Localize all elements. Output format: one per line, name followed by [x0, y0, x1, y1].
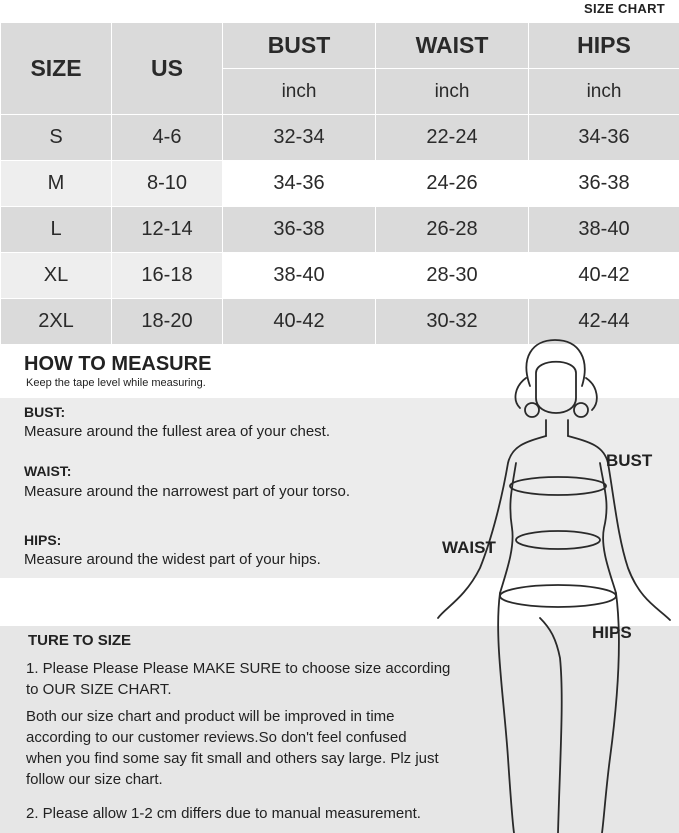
true-to-size-title: TURE TO SIZE: [28, 632, 132, 649]
figure-bust-label: BUST: [606, 451, 653, 470]
header-waist: WAIST: [376, 23, 529, 69]
size-table: [0, 22, 679, 345]
how-to-measure-title: HOW TO MEASURE: [24, 353, 212, 375]
cell-bust: 32-34: [223, 115, 376, 161]
body-figure-illustration: [420, 338, 679, 833]
cell-size: XL: [1, 253, 112, 299]
waist-instruction: Measure around the narrowest part of your torso.: [24, 483, 351, 500]
header-us: US: [112, 23, 223, 115]
note-1-line-1: 1. Please Please Please MAKE SURE to choose size according: [26, 660, 451, 677]
note-2-line-2: according to our customer reviews.So don't feel confused: [26, 729, 407, 746]
cell-waist: 24-26: [376, 161, 529, 207]
inner-leg: [540, 618, 562, 833]
table-header-row: [1, 23, 679, 69]
cell-size: L: [1, 207, 112, 253]
figure-hips-label: HIPS: [592, 623, 632, 642]
cell-us: 4-6: [112, 115, 223, 161]
cell-hips: 40-42: [529, 253, 679, 299]
unit-bust: inch: [223, 69, 376, 115]
cell-bust: 36-38: [223, 207, 376, 253]
cell-waist: 30-32: [376, 299, 529, 345]
note-2-line-4: follow our size chart.: [26, 771, 163, 788]
table-row: [1, 115, 679, 161]
cell-bust: 40-42: [223, 299, 376, 345]
left-leg: [498, 593, 514, 833]
cell-bust: 38-40: [223, 253, 376, 299]
cell-bust: 34-36: [223, 161, 376, 207]
how-to-measure-subtitle: Keep the tape level while measuring.: [26, 377, 206, 389]
cell-waist: 26-28: [376, 207, 529, 253]
cell-waist: 28-30: [376, 253, 529, 299]
header-hips: HIPS: [529, 23, 679, 69]
table-row: [1, 161, 679, 207]
note-1-line-2: to OUR SIZE CHART.: [26, 681, 172, 698]
cell-us: 12-14: [112, 207, 223, 253]
right-earring: [574, 403, 588, 417]
bust-instruction: Measure around the fullest area of your chest.: [24, 423, 331, 440]
cell-size: M: [1, 161, 112, 207]
left-earring: [525, 403, 539, 417]
cell-hips: 36-38: [529, 161, 679, 207]
header-bust: BUST: [223, 23, 376, 69]
waist-label: WAIST:: [24, 463, 72, 479]
left-arm: [438, 436, 546, 618]
size-chart-title: SIZE CHART: [584, 1, 665, 16]
hips-measure-band: [500, 585, 616, 607]
header-size: SIZE: [1, 23, 112, 115]
cell-hips: 34-36: [529, 115, 679, 161]
face-outline: [536, 362, 576, 413]
waist-measure-band: [516, 531, 600, 549]
cell-us: 18-20: [112, 299, 223, 345]
cell-hips: 38-40: [529, 207, 679, 253]
cell-size: 2XL: [1, 299, 112, 345]
note-2-line-3: when you find some say fit small and others say large. Plz just: [26, 750, 439, 767]
cell-us: 16-18: [112, 253, 223, 299]
figure-waist-label: WAIST: [442, 538, 496, 557]
hips-label: HIPS:: [24, 532, 62, 548]
hips-instruction: Measure around the widest part of your hips.: [24, 551, 321, 568]
cell-hips: 42-44: [529, 299, 679, 345]
cell-us: 8-10: [112, 161, 223, 207]
note-3: 2. Please allow 1-2 cm differs due to manual measurement.: [26, 805, 421, 822]
unit-waist: inch: [376, 69, 529, 115]
note-2-line-1: Both our size chart and product will be improved in time: [26, 708, 395, 725]
unit-hips: inch: [529, 69, 679, 115]
bust-label: BUST:: [24, 404, 66, 420]
bust-measure-band: [510, 477, 606, 495]
table-row: [1, 253, 679, 299]
table-row: [1, 207, 679, 253]
cell-waist: 22-24: [376, 115, 529, 161]
cell-size: S: [1, 115, 112, 161]
